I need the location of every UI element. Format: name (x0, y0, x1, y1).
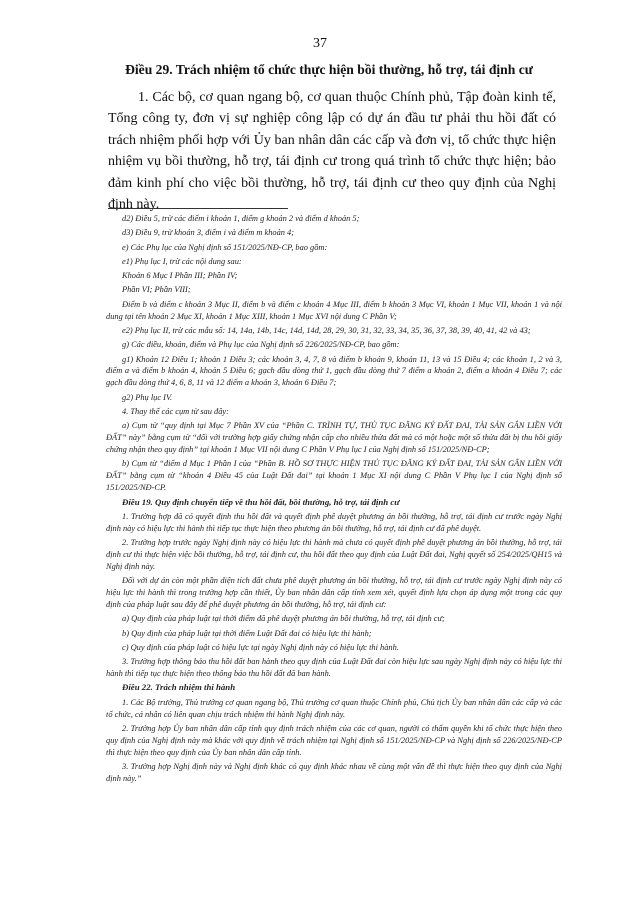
note-line: 3. Trường hợp Nghị định này và Nghị định khác có quy định khác nhau về cùng một vấn đề thì thực hiện theo quy định của Nghị định này.” (106, 761, 562, 783)
footnote-block (106, 213, 562, 787)
note-line: g2) Phụ lục IV. (122, 392, 173, 402)
note-line: 1. Trường hợp đã có quyết định thu hồi đất và quyết định phê duyệt phương án bồi thường, hỗ trợ, tái định cư trước ngày Nghị định này có hiệu lực thi hành thì tiếp tục thực hiện theo phương án bồi thường, hỗ trợ, tái định cư đã phê duyệt. (106, 511, 562, 533)
note-line: d3) Điều 9, trừ khoản 3, điểm i và điểm m khoản 4; (122, 228, 295, 238)
note-line: a) Cụm từ “quy định tại Mục 7 Phần XV của “Phần C. TRÌNH TỰ, THỦ TỤC ĐĂNG KÝ ĐẤT ĐAI, TÀI SẢN GẮN LIỀN VỚI ĐẤT” này” bằng cụm từ “đối với trường hợp giấy chứng nhận cấp cho nhiều thửa đất mà có một hoặc một số thửa đất bị thu hồi giấy chứng nhận theo quy định” tại khoản 1 Mục VII nội dung C Phần V Phụ lục I của Nghị định số 151/2025/NĐ-CP; (106, 421, 562, 455)
note-line: b) Quy định của pháp luật tại thời điểm Luật Đất đai có hiệu lực thi hành; (122, 628, 372, 638)
note-line: Phần VI; Phần VIII; (122, 285, 191, 295)
note-line: b) Cụm từ “điểm d Mục 1 Phần I của “Phần B. HỒ SƠ THỰC HIỆN THỦ TỤC ĐĂNG KÝ ĐẤT ĐAI, TÀI SẢN GẮN LIỀN VỚI ĐẤT” bằng cụm từ “khoản 4 Điều 45 của Luật Đất đai” tại khoản 1 Mục XI nội dung C Phần V Phụ lục I của Nghị định số 151/2025/NĐ-CP. (106, 459, 562, 493)
note-line: g1) Khoản 12 Điều 1; khoản 1 Điều 3; các khoản 3, 4, 7, 8 và điểm b khoản 9, khoản 11, 13 và 15 Điều 4; các khoản 1, 2 và 3, điểm a và điểm b khoản 4, khoản 5 Điều 6; gạch đầu dòng thứ 1, gạch đầu dòng thứ 7 điểm a khoản 2, điểm a khoản 4 Điều 7; các gạch đầu dòng thứ 4, 6, 8, 11 và 12 điểm a khoản 3, khoản 6 Điều 7; (106, 354, 562, 388)
note-line: Đối với dự án còn một phần diện tích đất chưa phê duyệt phương án bồi thường, hỗ trợ, tái định cư trước ngày Nghị định này có hiệu lực thi hành thì trong trường hợp cần thiết, Ủy ban nhân dân cấp tỉnh xem xét, quyết định lựa chọn áp dụng một trong các quy định của pháp luật sau đây để phê duyệt phương án bồi thường, hỗ trợ, tái định cư: (106, 576, 562, 609)
note-line: a) Quy định của pháp luật tại thời điểm đã phê duyệt phương án bồi thường, hỗ trợ, tái định cư; (122, 614, 445, 624)
note-line: Khoản 6 Mục I Phần III; Phần IV; (122, 271, 238, 281)
note-line: d2) Điều 5, trừ các điểm i khoản 1, điểm g khoản 2 và điểm d khoản 5; (122, 214, 360, 223)
note-line: e2) Phụ lục II, trừ các mẫu số: 14, 14a, 14b, 14c, 14d, 14đ, 28, 29, 30, 31, 32, 33, 34, 35, 36, 37, 38, 39, 40, 41, 42 và 43; (122, 325, 531, 335)
article-heading: Điều 29. Trách nhiệm tổ chức thực hiện bồi thường, hỗ trợ, tái định cư (125, 62, 533, 77)
note-line: 2. Trường hợp trước ngày Nghị định này có hiệu lực thi hành mà chưa có quyết định phê duyệt phương án bồi thường, hỗ trợ, tái định cư thì thực hiện việc bồi thường, hỗ trợ, tái định cư, thu hồi đất theo quy định của Luật Đất đai, Nghị quyết số 254/2025/QH15 và Nghị định này. (106, 538, 562, 571)
page-number: 37 (313, 36, 327, 51)
note-line: 1. Các Bộ trưởng, Thủ trưởng cơ quan ngang bộ, Thủ trưởng cơ quan thuộc Chính phủ, Chủ tịch Ủy ban nhân dân các cấp và các tổ chức, cá nhân có liên quan chịu trách nhiệm thi hành Nghị định này. (106, 697, 562, 719)
note-article-heading: Điều 22. Trách nhiệm thi hành (122, 682, 236, 693)
note-line: 3. Trường hợp thông báo thu hồi đất ban hành theo quy định của Luật Đất đai còn hiệu lực sau ngày Nghị định này có hiệu lực thi hành thì tiếp tục thực hiện theo thông báo thu hồi đất đã ban hành. (106, 657, 562, 679)
note-line: e) Các Phụ lục của Nghị định số 151/2025/NĐ-CP, bao gồm: (122, 242, 328, 252)
body-paragraph: 1. Các bộ, cơ quan ngang bộ, cơ quan thuộc Chính phủ, Tập đoàn kinh tế, Tổng công ty, đơn vị sự nghiệp công lập có dự án đầu tư phải thu hồi đất có trách nhiệm phối hợp với Ủy ban nhân dân các cấp và đơn vị, tổ chức thực hiện nhiệm vụ bồi thường, hỗ trợ, tái định cư trong quá trình tổ chức thực hiện; bảo đảm kinh phí cho việc bồi thường, hỗ trợ, tái định cư theo quy định của Nghị định này. (108, 90, 556, 213)
footnote-separator (108, 208, 288, 209)
note-line: e1) Phụ lục I, trừ các nội dung sau: (122, 256, 242, 266)
note-article-heading: Điều 19. Quy định chuyển tiếp về thu hồi đất, bồi thường, hỗ trợ, tái định cư (122, 496, 400, 507)
note-line: g) Các điều, khoản, điểm và Phụ lục của Nghị định số 226/2025/NĐ-CP, bao gồm: (122, 340, 400, 350)
note-line: 4. Thay thế các cụm từ sau đây: (122, 406, 229, 416)
note-line: c) Quy định của pháp luật có hiệu lực tại ngày Nghị định này có hiệu lực thi hành. (122, 642, 399, 652)
note-line: Điểm b và điểm c khoản 3 Mục II, điểm b và điểm c khoản 4 Mục III, điểm b khoản 3 Mục VI, khoản 1 Mục VII, khoản 1 và nội dung tại tên khoản 2 Mục XI, khoản 1 Mục XIII, khoản 1 Mục XVI nội dung C Phần V; (106, 299, 562, 321)
note-line: 2. Trường hợp Ủy ban nhân dân cấp tỉnh quy định trách nhiệm của các cơ quan, người có thẩm quyền khi tổ chức thực hiện theo quy định của Nghị định này mà khác với quy định về trách nhiệm tại Nghị định số 151/2025/NĐ-CP và Nghị định số 226/2025/NĐ-CP thì thực hiện theo quy định của Ủy ban nhân dân cấp tỉnh. (106, 723, 562, 757)
